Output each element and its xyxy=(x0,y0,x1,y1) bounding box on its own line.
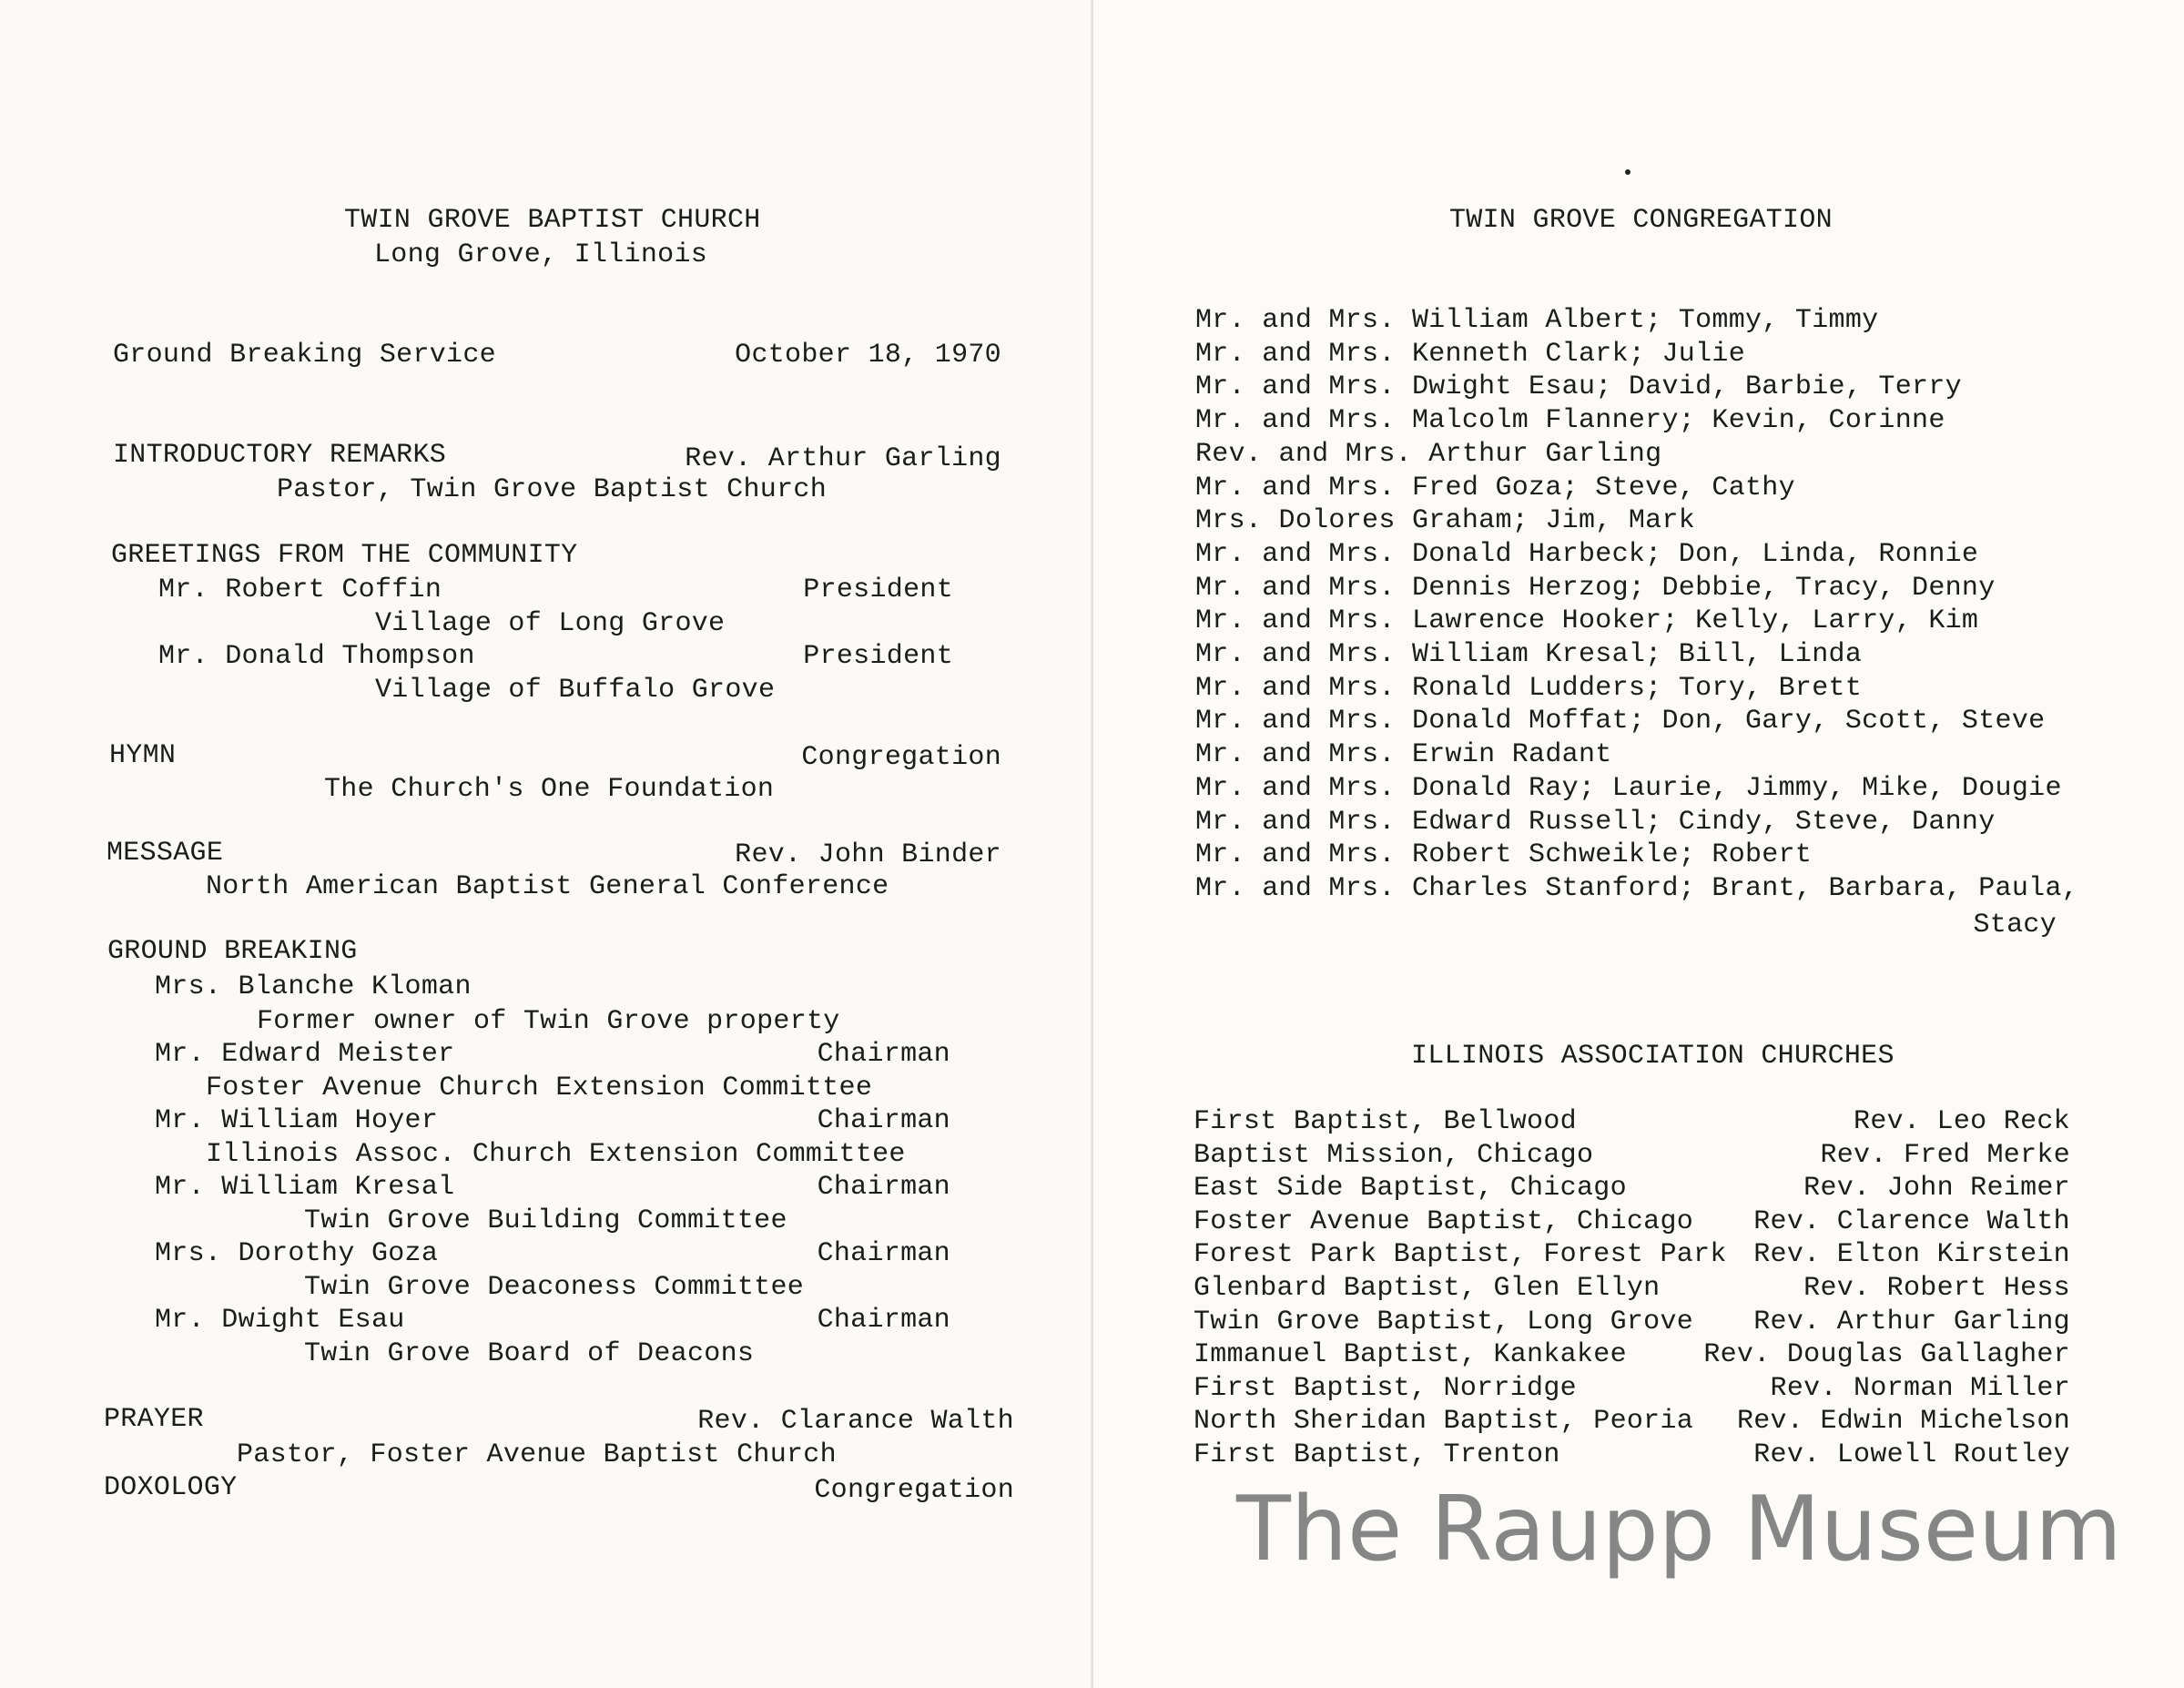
member-family: Mr. and Mrs. Ronald Ludders; Tory, Brett xyxy=(1195,672,1863,704)
church-pastor: Rev. Clarence Walth xyxy=(1753,1205,2070,1237)
member-family: Mr. and Mrs. Kenneth Clark; Julie xyxy=(1195,338,1745,370)
section-title: MESSAGE xyxy=(107,838,224,869)
participant-detail: Foster Avenue Church Extension Committee xyxy=(206,1073,873,1103)
member-family: Mr. and Mrs. Robert Schweikle; Robert xyxy=(1195,839,1813,871)
participant-detail: Village of Buffalo Grove xyxy=(375,675,776,706)
participant-name: Mrs. Dorothy Goza xyxy=(155,1238,439,1269)
member-family: Mr. and Mrs. Dennis Herzog; Debbie, Tracy, Denny xyxy=(1195,572,1996,604)
section-subtitle: Pastor, Foster Avenue Baptist Church xyxy=(237,1439,837,1470)
church-name: North Sheridan Baptist, Peoria xyxy=(1194,1406,1694,1438)
participant-role: Chairman xyxy=(817,1305,950,1336)
church-pastor: Rev. John Reimer xyxy=(1803,1173,2070,1205)
member-family: Mr. and Mrs. Donald Ray; Laurie, Jimmy, Mike, Dougie xyxy=(1195,772,2062,804)
church-name: First Baptist, Trenton xyxy=(1194,1439,1560,1470)
church-name: First Baptist, Bellwood xyxy=(1194,1106,1577,1137)
section-subtitle: North American Baptist General Conference xyxy=(206,871,889,902)
congregation-title: TWIN GROVE CONGREGATION xyxy=(1449,205,1833,236)
participant-detail: Illinois Assoc. Church Extension Committee xyxy=(206,1139,906,1170)
participant-name: Mr. William Hoyer xyxy=(155,1105,439,1136)
member-family: Mr. and Mrs. Edward Russell; Cindy, Steve, Danny xyxy=(1195,806,1996,838)
participant-role: Chairman xyxy=(817,1172,950,1203)
section-speaker: Congregation xyxy=(814,1475,1014,1506)
participant-role: Chairman xyxy=(817,1238,950,1269)
service-date: October 18, 1970 xyxy=(735,340,1001,371)
church-pastor: Rev. Douglas Gallagher xyxy=(1703,1339,2070,1371)
church-pastor: Rev. Fred Merke xyxy=(1820,1139,2070,1171)
church-name: TWIN GROVE BAPTIST CHURCH xyxy=(344,205,761,236)
participant-detail: Twin Grove Board of Deacons xyxy=(304,1338,755,1369)
section-title: PRAYER xyxy=(104,1404,204,1435)
member-family: Mr. and Mrs. Dwight Esau; David, Barbie, Terry xyxy=(1195,371,1962,403)
member-family: Rev. and Mrs. Arthur Garling xyxy=(1195,438,1662,470)
service-title: Ground Breaking Service xyxy=(113,340,496,371)
participant-name: Mr. Robert Coffin xyxy=(158,575,442,605)
participant-name: Mr. William Kresal xyxy=(155,1172,455,1203)
section-speaker: Rev. Clarance Walth xyxy=(697,1406,1014,1437)
participant-role: Chairman xyxy=(817,1039,950,1070)
section-subtitle: Pastor, Twin Grove Baptist Church xyxy=(277,474,827,505)
member-continuation: Stacy xyxy=(1973,910,2057,941)
church-pastor: Rev. Lowell Routley xyxy=(1753,1439,2070,1470)
church-pastor: Rev. Edwin Michelson xyxy=(1736,1406,2070,1438)
participant-name: Mrs. Blanche Kloman xyxy=(155,971,472,1002)
page-fold xyxy=(1091,0,1093,1688)
section-title: HYMN xyxy=(109,740,177,771)
church-name: Foster Avenue Baptist, Chicago xyxy=(1194,1205,1694,1237)
participant-name: Mr. Edward Meister xyxy=(155,1039,455,1070)
church-name: First Baptist, Norridge xyxy=(1194,1372,1577,1404)
church-name: Immanuel Baptist, Kankakee xyxy=(1194,1339,1627,1371)
member-family: Mr. and Mrs. William Kresal; Bill, Linda xyxy=(1195,639,1863,670)
church-pastor: Rev. Leo Reck xyxy=(1854,1106,2070,1137)
participant-detail: Former owner of Twin Grove property xyxy=(257,1006,840,1037)
church-name: East Side Baptist, Chicago xyxy=(1194,1173,1627,1205)
member-family: Mr. and Mrs. Donald Moffat; Don, Gary, Scott, Steve xyxy=(1195,706,2046,737)
participant-detail: Village of Long Grove xyxy=(375,608,726,639)
section-title: GREETINGS FROM THE COMMUNITY xyxy=(111,540,578,571)
participant-name: Mr. Donald Thompson xyxy=(158,641,475,672)
section-subtitle: The Church's One Foundation xyxy=(324,774,775,805)
participant-role: Chairman xyxy=(817,1105,950,1136)
ink-dot xyxy=(1625,169,1630,175)
church-pastor: Rev. Robert Hess xyxy=(1803,1273,2070,1304)
church-name: Baptist Mission, Chicago xyxy=(1194,1139,1594,1171)
section-title: DOXOLOGY xyxy=(104,1472,238,1503)
member-family: Mr. and Mrs. Fred Goza; Steve, Cathy xyxy=(1195,472,1795,503)
association-title: ILLINOIS ASSOCIATION CHURCHES xyxy=(1411,1041,1894,1072)
section-speaker: Rev. Arthur Garling xyxy=(685,443,1001,474)
church-pastor: Rev. Arthur Garling xyxy=(1753,1306,2070,1337)
member-family: Mr. and Mrs. Lawrence Hooker; Kelly, Larry, Kim xyxy=(1195,605,1979,637)
museum-watermark: The Raupp Museum xyxy=(1236,1478,2122,1581)
member-family: Mr. and Mrs. Donald Harbeck; Don, Linda, Ronnie xyxy=(1195,538,1979,570)
section-title: GROUND BREAKING xyxy=(107,936,358,967)
church-name: Twin Grove Baptist, Long Grove xyxy=(1194,1306,1694,1337)
section-title: INTRODUCTORY REMARKS xyxy=(113,440,447,471)
section-speaker: Congregation xyxy=(801,742,1001,773)
church-pastor: Rev. Elton Kirstein xyxy=(1753,1239,2070,1271)
section-speaker: Rev. John Binder xyxy=(735,839,1001,870)
member-family: Mrs. Dolores Graham; Jim, Mark xyxy=(1195,505,1696,537)
member-family: Mr. and Mrs. William Albert; Tommy, Timmy xyxy=(1195,305,1879,336)
participant-name: Mr. Dwight Esau xyxy=(155,1305,405,1336)
church-name: Forest Park Baptist, Forest Park xyxy=(1194,1239,1727,1271)
participant-detail: Twin Grove Building Committee xyxy=(304,1205,787,1236)
member-family: Mr. and Mrs. Erwin Radant xyxy=(1195,739,1612,771)
church-pastor: Rev. Norman Miller xyxy=(1770,1372,2070,1404)
participant-role: President xyxy=(803,575,953,605)
participant-role: President xyxy=(803,641,953,672)
member-family: Mr. and Mrs. Malcolm Flannery; Kevin, Corinne xyxy=(1195,405,1945,437)
church-name: Glenbard Baptist, Glen Ellyn xyxy=(1194,1273,1661,1304)
member-family: Mr. and Mrs. Charles Stanford; Brant, Barbara, Paula, xyxy=(1195,872,2079,904)
church-location: Long Grove, Illinois xyxy=(374,239,708,270)
participant-detail: Twin Grove Deaconess Committee xyxy=(304,1272,805,1303)
